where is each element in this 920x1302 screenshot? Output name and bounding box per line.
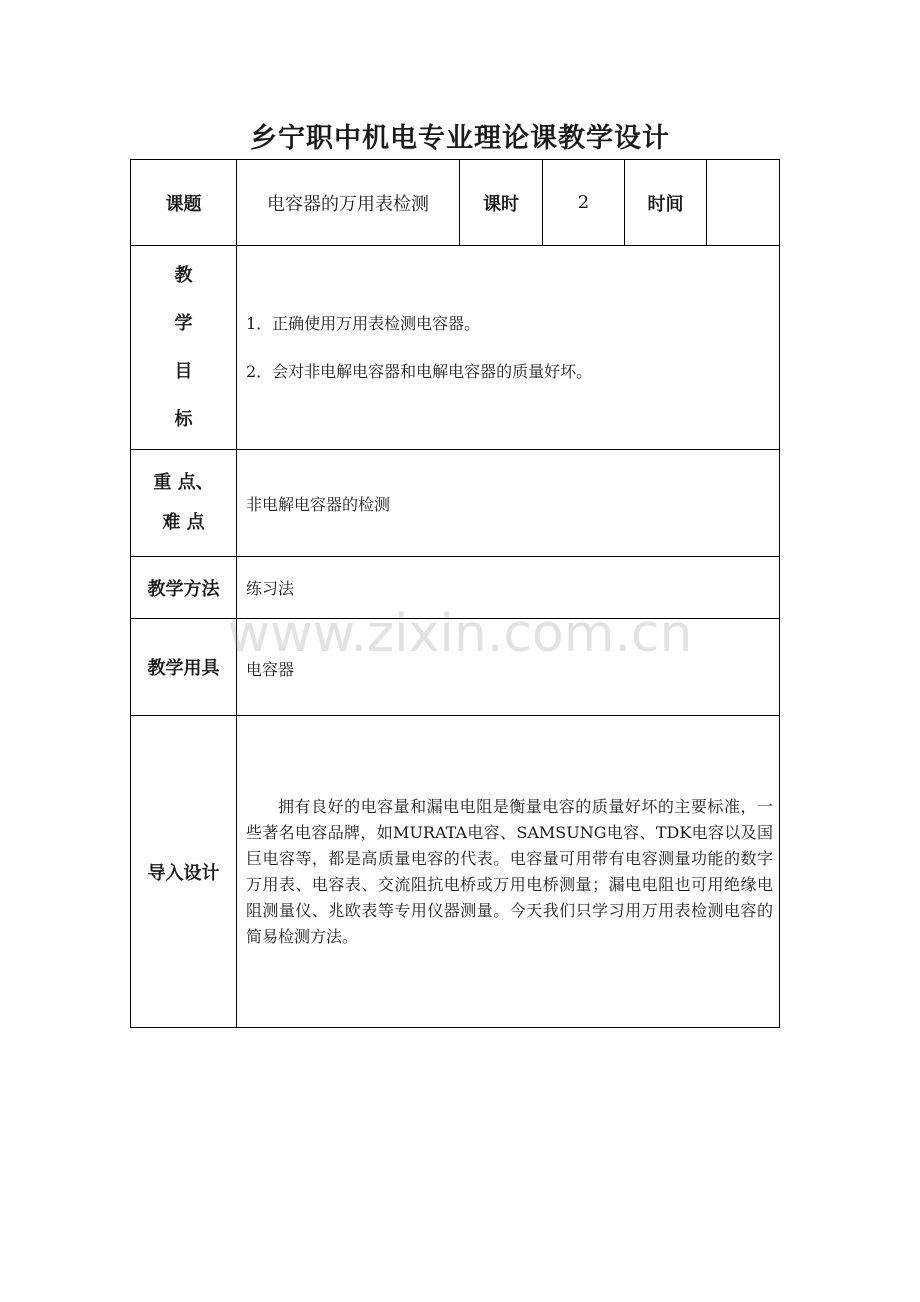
document-title: 乡宁职中机电专业理论课教学设计 bbox=[250, 123, 670, 154]
lesson-plan-table bbox=[130, 159, 780, 1028]
intro-content bbox=[237, 716, 780, 1028]
objectives-label-char: 标 bbox=[174, 408, 193, 430]
key-points-label bbox=[131, 450, 237, 557]
tools-value: 电容器 bbox=[237, 619, 780, 716]
topic-value: 电容器的万用表检测 bbox=[237, 160, 460, 246]
objective-item-1: 1．正确使用万用表检测电容器。 bbox=[246, 313, 481, 333]
objective-item-2: 2．会对非电解电容器和电解电容器的质量好坏。 bbox=[246, 361, 593, 381]
topic-row bbox=[131, 160, 780, 246]
objectives-label-char: 学 bbox=[174, 312, 193, 334]
hours-value: 2 bbox=[543, 160, 625, 246]
objectives-label-char: 教 bbox=[174, 264, 193, 286]
objectives-content bbox=[237, 246, 780, 450]
tools-row bbox=[131, 619, 780, 716]
objectives-label bbox=[131, 246, 237, 450]
watermark: www.zixin.com.cn bbox=[227, 604, 693, 664]
topic-label: 课题 bbox=[131, 160, 237, 246]
key-points-value: 非电解电容器的检测 bbox=[237, 450, 780, 557]
intro-label: 导入设计 bbox=[131, 716, 237, 1028]
time-value bbox=[707, 160, 780, 246]
tools-label: 教学用具 bbox=[131, 619, 237, 716]
key-points-row bbox=[131, 450, 780, 557]
difficulty-label-line: 难 点 bbox=[162, 512, 205, 533]
method-row bbox=[131, 557, 780, 619]
intro-text: 拥有良好的电容量和漏电电阻是衡量电容的质量好坏的主要标准，一些著名电容品牌，如MURATA电容、SAMSUNG电容、TDK电容以及国巨电容等，都是高质量电容的代表。电容量可用带有电容测量功能的数字万用表、电容表、交流阻抗电桥或万用电桥测量；漏电电阻也可用绝缘电阻测量仪、兆欧表等专用仪器测量。今天我们只学习用万用表检测电容的简易检测方法。 bbox=[246, 796, 773, 946]
method-value: 练习法 bbox=[237, 557, 780, 619]
hours-label: 课时 bbox=[460, 160, 543, 246]
intro-row bbox=[131, 716, 780, 1028]
objectives-row bbox=[131, 246, 780, 450]
method-label: 教学方法 bbox=[131, 557, 237, 619]
key-points-label-line: 重 点、 bbox=[153, 472, 214, 493]
objectives-label-char: 目 bbox=[174, 360, 193, 382]
time-label: 时间 bbox=[625, 160, 707, 246]
